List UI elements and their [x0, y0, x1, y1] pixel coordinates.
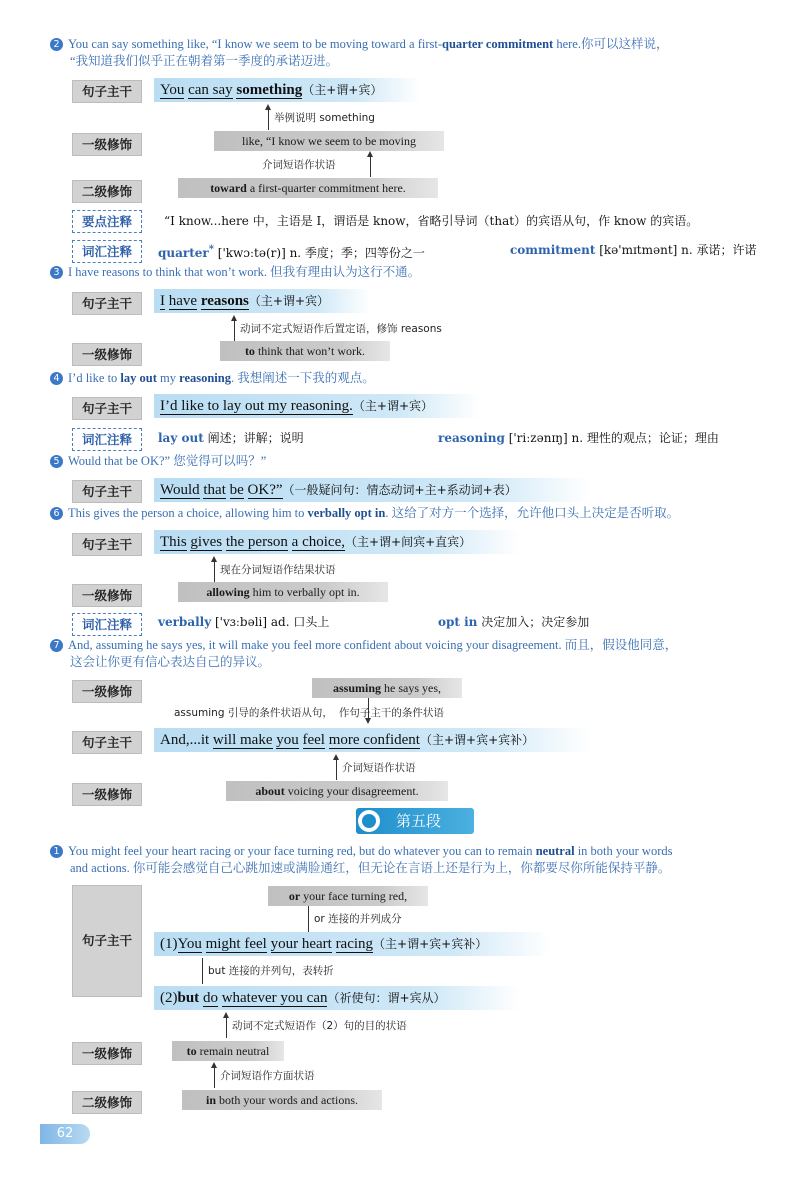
modifier-top: or your face turning red, [268, 886, 428, 906]
label-mod1: 一级修饰 [72, 680, 142, 703]
label-main: 句子主干 [72, 885, 142, 997]
annotation: but 连接的并列句，表转折 [208, 965, 334, 977]
key-note: “I know...here 中，主语是 I，谓语是 know，省略引导词（that）的宾语从句，作 know 的宾语。 [164, 214, 699, 228]
sentence-4: 4 I’d like to lay out my reasoning. 我想阐述一下我的观点。 [50, 370, 780, 387]
vocab-2: reasoning ['riːzənɪŋ] n. 理性的观点；论证；理由 [438, 431, 719, 445]
label-key: 要点注释 [72, 210, 142, 233]
label-mod2: 二级修饰 [72, 180, 142, 203]
label-mod1: 一级修饰 [72, 133, 142, 156]
vocab-1: quarter* ['kwɔːtə(r)] n. 季度；季；四等份之一 [158, 244, 425, 260]
sentence-3: 3 I have reasons to think that won’t work. 但我有理由认为这行不通。 [50, 264, 780, 281]
label-vocab: 词汇注释 [72, 428, 142, 451]
vocab-2: opt in 决定加入；决定参加 [438, 615, 590, 629]
annotation: 动词不定式短语作（2）句的目的状语 [232, 1020, 407, 1032]
modifier-1: to remain neutral [172, 1041, 284, 1061]
main-clause: This gives the person a choice,（主+谓+间宾+直宾） [154, 530, 520, 554]
label-main: 句子主干 [72, 397, 142, 420]
label-main: 句子主干 [72, 731, 142, 754]
sentence-number: 2 [50, 38, 63, 51]
label-main: 句子主干 [72, 292, 142, 315]
modifier-1: like, “I know we seem to be moving [214, 131, 444, 151]
sentence-7: 7 And, assuming he says yes, it will make you feel more confident about voicing your disagreement. 而且，假设他同意， 这会让你更有信心表达自己的异议。 [50, 637, 780, 671]
p5-sentence-1: 1 You might feel your heart racing or your face turning red, but do whatever you can to remain neutral in both your words and actions. 你可能会感觉自己心跳加速或满脸通红，但无论在言语上还是行为上，你都要尽你所能保持平静。 [50, 843, 780, 877]
label-main: 句子主干 [72, 533, 142, 556]
modifier-2: toward a first-quarter commitment here. [178, 178, 438, 198]
annotation: 动词不定式短语作后置定语，修饰 reasons [240, 323, 442, 335]
page-number: 62 [40, 1124, 90, 1144]
modifier-2: in both your words and actions. [182, 1090, 382, 1110]
annotation: 现在分词短语作结果状语 [220, 564, 336, 576]
sentence-5: 5 Would that be OK?” 您觉得可以吗？” [50, 453, 780, 470]
label-mod1: 一级修饰 [72, 1042, 142, 1065]
vocab-1: lay out 阐述；讲解；说明 [158, 431, 304, 445]
annotation: 介词短语作方面状语 [220, 1070, 315, 1082]
vocab-1: verbally ['vɜːbəli] ad. 口头上 [158, 615, 330, 629]
section-header: 第五段 [356, 808, 474, 834]
main-clause: Would that be OK?”（一般疑问句：情态动词+主+系动词+表） [154, 478, 590, 502]
label-main: 句子主干 [72, 480, 142, 503]
annotation: assuming 引导的条件状语从句， 作句子主干的条件状语 [174, 707, 444, 719]
label-mod2: 二级修饰 [72, 1091, 142, 1114]
main-clause: I have reasons（主+谓+宾） [154, 289, 370, 313]
modifier-top: assuming he says yes, [312, 678, 462, 698]
label-vocab: 词汇注释 [72, 613, 142, 636]
sentence-2: 2 You can say something like, “I know we seem to be moving toward a first-quarter commitment here.你可以这样说， “我知道我们似乎正在朝着第一季度的承诺迈进。 [50, 36, 780, 70]
label-vocab: 词汇注释 [72, 240, 142, 263]
label-mod1: 一级修饰 [72, 783, 142, 806]
main-clause: And,...it will make you feel more confident（主+谓+宾+宾补） [154, 728, 590, 752]
label-mod1: 一级修饰 [72, 343, 142, 366]
main-clause: I’d like to lay out my reasoning.（主+谓+宾） [154, 394, 480, 418]
annotation: 介词短语作状语 [262, 159, 336, 171]
annotation: 介词短语作状语 [342, 762, 416, 774]
modifier-1: to think that won’t work. [220, 341, 390, 361]
annotation: 举例说明 something [274, 112, 375, 124]
label-mod1: 一级修饰 [72, 584, 142, 607]
sentence-6: 6 This gives the person a choice, allowing him to verbally opt in. 这给了对方一个选择，允许他口头上决定是否听取。 [50, 505, 780, 522]
main-clause: You can say something（主+谓+宾） [154, 78, 420, 102]
modifier-1: allowing him to verbally opt in. [178, 582, 388, 602]
label-main: 句子主干 [72, 80, 142, 103]
main-clause-1: (1)You might feel your heart racing（主+谓+宾+宾补） [154, 932, 550, 956]
modifier-1: about voicing your disagreement. [226, 781, 448, 801]
magnifier-icon [358, 810, 380, 832]
main-clause-2: (2)but do whatever you can（祈使句：谓+宾从） [154, 986, 520, 1010]
annotation: or 连接的并列成分 [314, 913, 402, 925]
vocab-2: commitment [kə'mɪtmənt] n. 承诺；许诺 [510, 243, 757, 257]
